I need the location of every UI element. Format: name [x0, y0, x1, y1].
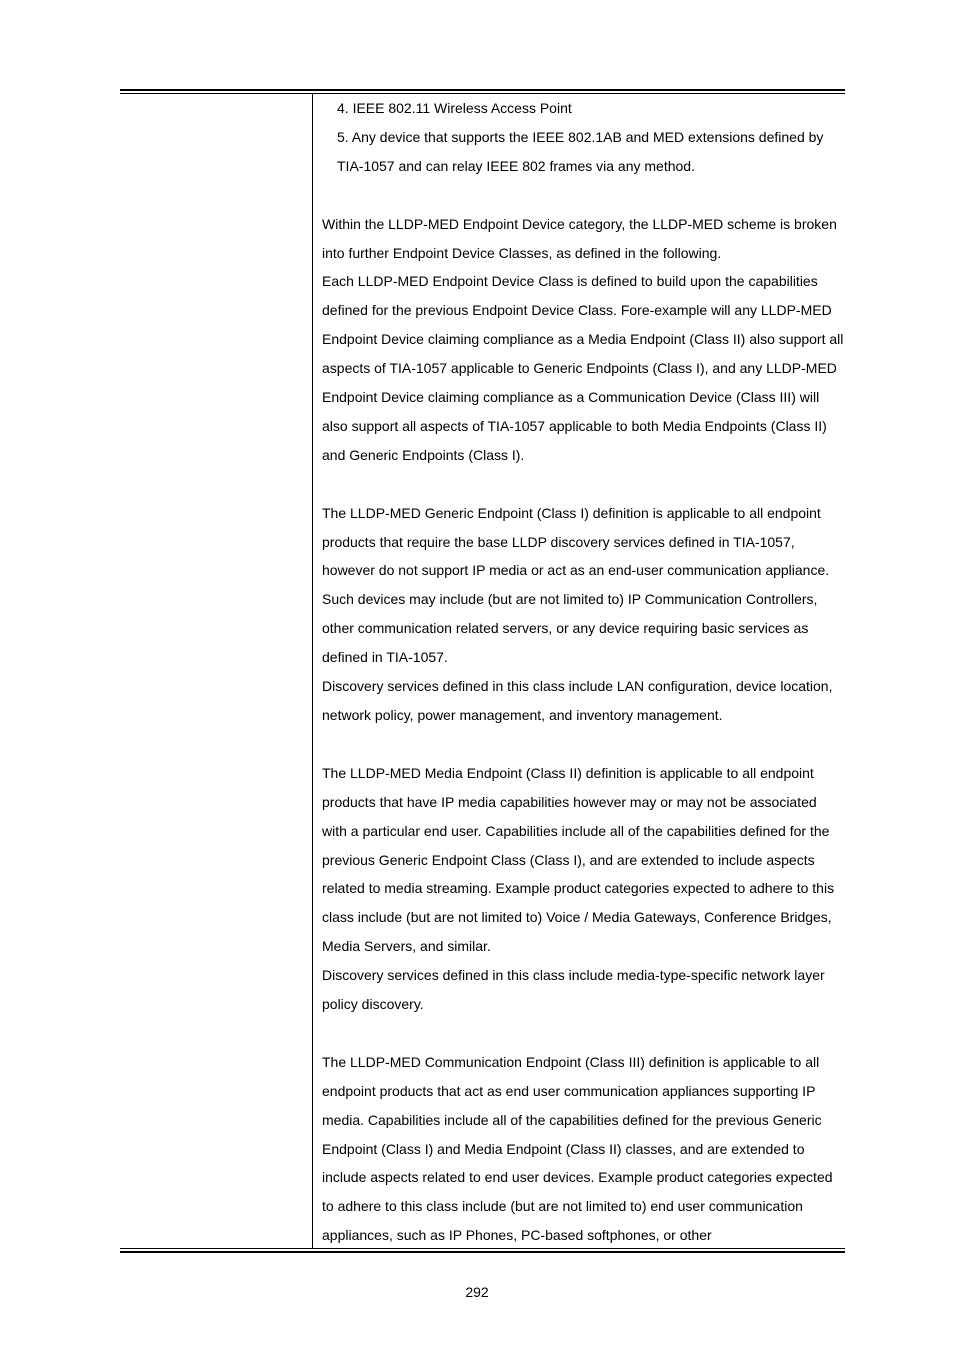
description-cell	[322, 94, 844, 1250]
column-divider	[312, 94, 313, 1248]
list-item-device-type-5: 5. Any device that supports the IEEE 802.1AB and MED extensions defined by TIA-1057 and can relay IEEE 802 frames via any method.	[337, 128, 824, 174]
list-item-device-type-4: 4. IEEE 802.11 Wireless Access Point	[337, 100, 572, 116]
paragraph-class-i-definition: The LLDP-MED Generic Endpoint (Class I) definition is applicable to all endpoint products that require the base LLDP discovery services defined in TIA-1057, however do not support IP media or act as an end-user communication appliance. Such devices may include (but are not limited to) IP Communication Controllers, other communication related servers, or any device requiring basic services as defined in TIA-1057.	[322, 504, 830, 666]
paragraph-gap	[322, 730, 844, 759]
paragraph-class-ii-services: Discovery services defined in this class include media-type-specific network layer policy discovery.	[322, 967, 825, 1013]
paragraph-gap	[322, 1019, 844, 1048]
paragraph-class-iii-definition: The LLDP-MED Communication Endpoint (Class III) definition is applicable to all endpoint products that act as end user communication appliances supporting IP media. Capabilities include all of the capabilities defined for the previous Generic Endpoint (Class I) and Media Endpoint (Class II) classes, and are extended to include aspects related to end user devices. Example product categories expected to adhere to this class include (but are not limited to) end user communication appliances, such as IP Phones, PC-based softphones, or other	[322, 1053, 833, 1244]
paragraph-class-ii-definition: The LLDP-MED Media Endpoint (Class II) definition is applicable to all endpoint products that have IP media capabilities however may or may not be associated with a particular end user. Capabilities include all of the capabilities defined for the previous Generic Endpoint Class (Class I), and are extended to include aspects related to media streaming. Example product categories expected to adhere to this class include (but are not limited to) Voice / Media Gateways, Conference Bridges, Media Servers, and similar.	[322, 764, 835, 955]
paragraph-endpoint-category: Within the LLDP-MED Endpoint Device category, the LLDP-MED scheme is broken into further Endpoint Device Classes, as defined in the following.	[322, 215, 837, 261]
page-number: 292	[465, 1284, 489, 1300]
table-bottom-rule	[120, 1248, 845, 1253]
paragraph-endpoint-class-inheritance: Each LLDP-MED Endpoint Device Class is defined to build upon the capabilities defined for the previous Endpoint Device Class. Fore-example will any LLDP-MED Endpoint Device claiming compliance as a Media Endpoint (Class II) also support all aspects of TIA-1057 applicable to Generic Endpoints (Class I), and any LLDP-MED Endpoint Device claiming compliance as a Communication Device (Class III) will also support all aspects of TIA-1057 applicable to both Media Endpoints (Class II) and Generic Endpoints (Class I).	[322, 273, 844, 463]
paragraph-gap	[322, 470, 844, 499]
paragraph-class-i-services: Discovery services defined in this class include LAN configuration, device location, network policy, power management, and inventory management.	[322, 678, 833, 723]
paragraph-gap	[322, 181, 844, 210]
